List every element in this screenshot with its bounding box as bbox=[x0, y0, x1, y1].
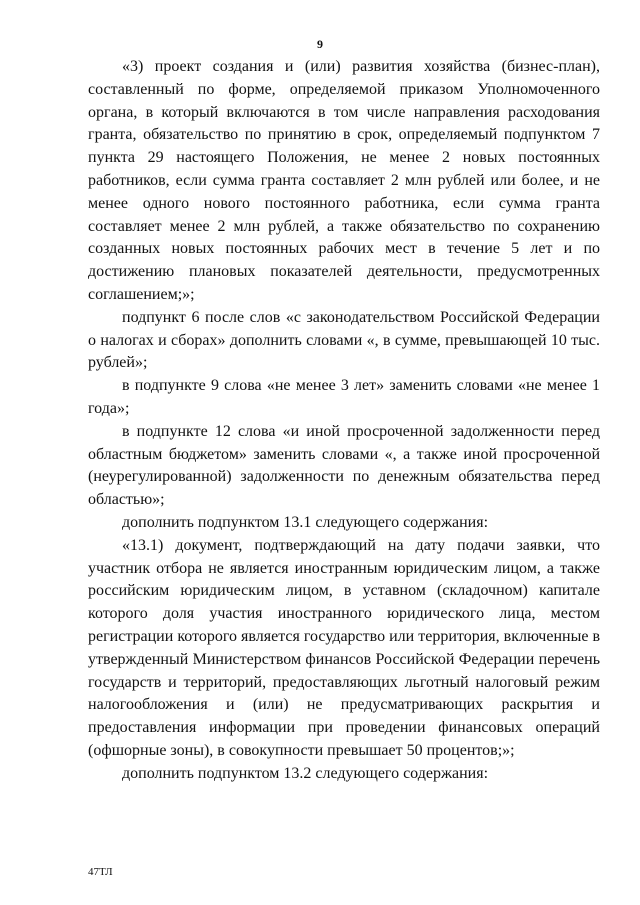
paragraph-subpoint-9-amendment: в подпункте 9 слова «не менее 3 лет» заменить словами «не менее 1 года»; bbox=[88, 377, 600, 417]
paragraph-add-13-1-intro: дополнить подпунктом 13.1 следующего содержания: bbox=[122, 513, 489, 531]
paragraph-add-13-2-intro: дополнить подпунктом 13.2 следующего содержания: bbox=[122, 764, 489, 782]
document-body bbox=[88, 56, 600, 786]
paragraph-subpoint-3-text: «3) проект создания и (или) развития хозяйства (бизнес-план), составленный по форме, определяемой приказом Уполномоченного органа, в который включаются в том числе направления расходования гранта, обязательство по принятию в срок, определяемый подпунктом 7 пункта 29 настоящего Положения, не менее 2 новых постоянных работников, если сумма гранта составляет 2 млн рублей или более, и не менее одного нового постоянного работника, если сумма гранта составляет менее 2 млн рублей, а также обязательство по сохранению созданных новых постоянных рабочих мест в течение 5 лет и по достижению плановых показателей деятельности, предусмотренных соглашением;»; bbox=[88, 58, 600, 303]
paragraph-subpoint-6-amendment: подпункт 6 после слов «с законодательством Российской Федерации о налогах и сборах» дополнить словами «, в сумме, превышающей 10 тыс. рублей»; bbox=[88, 308, 600, 372]
paragraph-subpoint-13-1-text: «13.1) документ, подтверждающий на дату подачи заявки, что участник отбора не является иностранным юридическим лицом, а также российским юридическим лицом, в уставном (складочном) капитале которого доля участия иностранного юридического лица, местом регистрации которого является государство или территория, включенные в утвержденный Министерством финансов Российской Федерации перечень государств и территорий, предоставляющих льготный налоговый режим налогообложения и (или) не предусматривающих раскрытия и предоставления информации при проведении финансовых операций (офшорные зоны), в совокупности превышает 50 процентов;»; bbox=[88, 536, 600, 759]
page-number: 9 bbox=[317, 37, 323, 51]
footer-document-code: 47ТЛ bbox=[88, 866, 113, 878]
paragraph-subpoint-12-amendment: в подпункте 12 слова «и иной просроченной задолженности перед областным бюджетом» заменить словами «, а также иной просроченной (неурегулированной) задолженности по денежным обязательства перед областью»; bbox=[88, 422, 600, 509]
